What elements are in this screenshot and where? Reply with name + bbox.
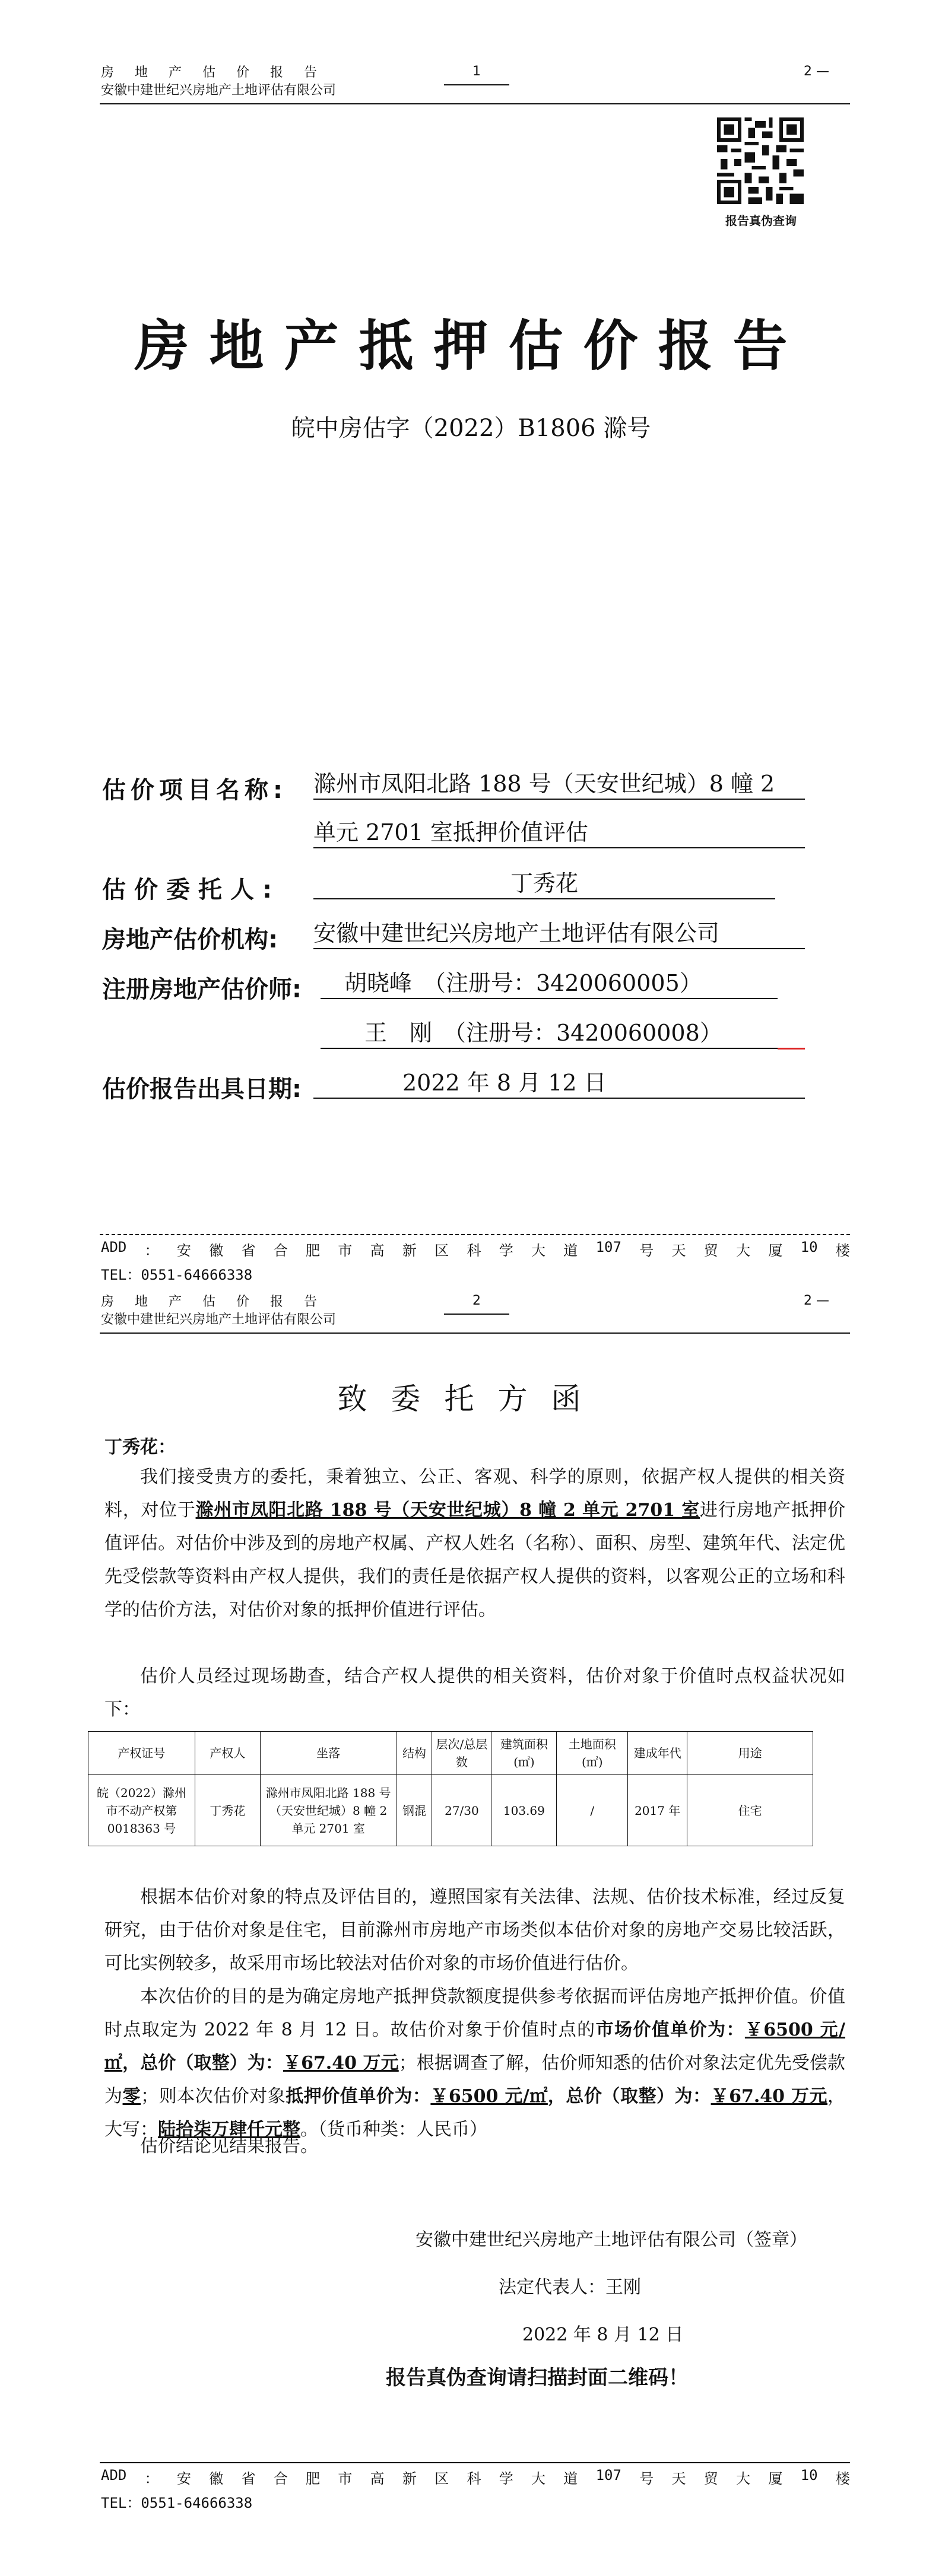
footer-tel: TEL：0551-64666338 (101, 2495, 253, 2511)
page1-footer (101, 1239, 850, 1284)
footer-address-part: 大 (531, 1242, 546, 1259)
footer-address-part: 天 (671, 2470, 686, 2487)
footer-address-part: 区 (434, 1242, 449, 1259)
p4-text: ；则本次估价对象 (141, 2086, 286, 2107)
table-cell: 103.69 (491, 1775, 557, 1846)
page-number-underline (444, 1314, 509, 1315)
header-company: 安徽中建世纪兴房地产土地评估有限公司 (101, 1312, 337, 1327)
p4-priority-amount: 零 (122, 2086, 141, 2107)
property-table (88, 1731, 813, 1846)
p4-text: ；根据调查了解，估价师知悉的估价对象法定优先受偿款为 (104, 2053, 846, 2107)
p4-total-label: ，总价（取整）为： (122, 2053, 283, 2073)
paragraph-2 (104, 1660, 845, 1726)
footer-address-part: 贸 (703, 1242, 718, 1259)
table-header-row (88, 1732, 813, 1775)
footer-address-part: 高 (370, 1242, 385, 1259)
page1-number: 1 (472, 64, 481, 79)
header-report-type: 房 地 产 估 价 报 告 (101, 1295, 325, 1309)
total-pages: 2 — (804, 64, 829, 79)
footer-address-part: 区 (434, 2470, 449, 2487)
p5-text: 估价结论见结果报告。 (140, 2136, 318, 2157)
issue-date-label: 估价报告出具日期: (102, 1076, 302, 1103)
footer-address-part: 市 (338, 1242, 353, 1259)
issue-date-value: 2022 年 8 月 12 日 (313, 1068, 805, 1099)
p1-address: 滁州市凤阳北路 188 号（天安世纪城）8 幢 2 单元 2701 室 (195, 1500, 700, 1521)
footer-address-part: ： (144, 1242, 159, 1259)
footer-address-part: 10 (800, 1239, 818, 1255)
client-label: 估价委托人: (102, 876, 280, 904)
table-cell: / (557, 1775, 628, 1846)
paragraph-4 (104, 1980, 845, 2146)
letter-title: 致委托方函 (337, 1382, 605, 1416)
footer-address-part: 合 (273, 2470, 288, 2487)
paragraph-5 (104, 2130, 845, 2163)
table-header: 层次/总层数 (432, 1732, 491, 1775)
appraiser-2: 王 刚 （注册号：3420060008） (321, 1018, 778, 1049)
footer-address-part: 贸 (703, 2470, 718, 2487)
salutation: 丁秀花： (104, 1437, 176, 1458)
page2-footer (101, 2467, 850, 2512)
legal-representative: 法定代表人：王刚 (499, 2277, 641, 2298)
footer-address (101, 2467, 850, 2488)
footer-address-part: 道 (563, 2470, 578, 2487)
signer: 安徽中建世纪兴房地产土地评估有限公司（签章） (416, 2230, 807, 2250)
paragraph-1 (104, 1461, 845, 1627)
footer-address-part: 徽 (209, 1242, 224, 1259)
footer-address-part: 楼 (835, 1242, 850, 1259)
p4-mortgage-unit-price: ￥6500 元/㎡ (430, 2086, 548, 2107)
footer-address-part: 科 (467, 2470, 481, 2487)
footer-address-part: 号 (639, 2470, 654, 2487)
footer-address-part: 合 (273, 1242, 288, 1259)
footer-address (101, 1239, 850, 1260)
page2-footer-rule (100, 2462, 850, 2463)
table-header: 建成年代 (628, 1732, 687, 1775)
p4-text: 本次估价的目的是为确定房地产抵押贷款额度提供参考依据而评估房地产抵押价值。价值时点取定为 2022 年 8 月 12 日。故估价对象于价值时点的 (104, 1986, 845, 2040)
table-cell: 皖（2022）滁州市不动产权第0018363 号 (88, 1775, 195, 1846)
footer-address-part: 厦 (768, 1242, 783, 1259)
project-name-value-1: 滁州市凤阳北路 188 号（天安世纪城）8 幢 2 (313, 769, 805, 800)
total-pages: 2 — (804, 1293, 829, 1308)
page-number-underline (444, 84, 509, 85)
page1-header (101, 64, 336, 100)
table-cell: 27/30 (432, 1775, 491, 1846)
p4-market-unit-price: ￥6500 元/㎡ (104, 2020, 846, 2073)
header-company: 安徽中建世纪兴房地产土地评估有限公司 (101, 83, 337, 98)
table-header: 产权人 (195, 1732, 260, 1775)
footer-address-part: 大 (736, 2470, 751, 2487)
letter-date: 2022 年 8 月 12 日 (522, 2324, 684, 2345)
p3-text: 根据本估价对象的特点及评估目的，遵照国家有关法律、法规、估价技术标准，经过反复研究，由于估价对象是住宅，目前滁州市房地产市场类似本估价对象的房地产交易比较活跃，可比实例较多，故采用市场比较法对估价对象的市场价值进行估价。 (104, 1887, 845, 1974)
p4-mortgage-unit-label: 抵押价值单价为： (286, 2086, 431, 2107)
footer-address-part: 107 (595, 1239, 621, 1255)
table-row (88, 1775, 813, 1846)
footer-address-part: 安 (176, 2470, 191, 2487)
p4-text: 。（货币种类：人民币） (300, 2119, 487, 2140)
footer-address-part: 新 (402, 2470, 417, 2487)
header-report-type: 房 地 产 估 价 报 告 (101, 65, 325, 80)
p4-market-unit-label: 市场价值单价为： (595, 2020, 745, 2040)
p4-market-total: ￥67.40 万元 (283, 2053, 399, 2073)
project-name-value-2: 单元 2701 室抵押价值评估 (313, 818, 805, 848)
table-header: 产权证号 (88, 1732, 195, 1775)
footer-tel: TEL：0551-64666338 (101, 1267, 253, 1283)
appraiser-label: 注册房地产估价师: (102, 976, 302, 1003)
footer-address-part: 安 (176, 1242, 191, 1259)
footer-address-part: 市 (338, 2470, 353, 2487)
footer-address-part: 天 (671, 1242, 686, 1259)
p4-mortgage-total: ￥67.40 万元 (711, 2086, 828, 2107)
table-cell: 钢混 (397, 1775, 432, 1846)
qr-caption: 报告真伪查询 (725, 214, 797, 228)
footer-address-part: 肥 (306, 2470, 321, 2487)
footer-address-part: 高 (370, 2470, 385, 2487)
header-rule (100, 103, 850, 104)
footer-address-part: 肥 (306, 1242, 321, 1259)
report-doc-number: 皖中房估字（2022）B1806 滁号 (291, 415, 651, 442)
page2-header (101, 1293, 336, 1329)
p1-text-c: 进行房地产抵押价值评估。对估价中涉及到的房地产权属、产权人姓名（名称）、面积、房型、建筑年代、法定优先受偿款等资料由产权人提供，我们的责任是依据产权人提供的资料，以客观公正的立场和科学的估价方法，对估价对象的抵押价值进行评估。 (104, 1500, 846, 1620)
agency-label: 房地产估价机构: (102, 926, 278, 953)
footer-address-part: 学 (499, 2470, 513, 2487)
p4-text: ，大写： (104, 2086, 846, 2140)
table-cell: 滁州市凤阳北路 188 号（天安世纪城）8 幢 2 单元 2701 室 (260, 1775, 397, 1846)
table-cell: 住宅 (687, 1775, 813, 1846)
verify-notice: 报告真伪查询请扫描封面二维码！ (386, 2366, 689, 2390)
table-header: 土地面积(㎡) (557, 1732, 628, 1775)
header-rule (100, 1332, 850, 1334)
report-title: 房地产抵押估价报告 (134, 314, 808, 378)
footer-address-part: 学 (499, 1242, 513, 1259)
table-header: 结构 (397, 1732, 432, 1775)
footer-address-part: 号 (639, 1242, 654, 1259)
p2-text: 估价人员经过现场勘查，结合产权人提供的相关资料，估价对象于价值时点权益状况如下： (104, 1666, 845, 1720)
table-header: 用途 (687, 1732, 813, 1775)
footer-address-part: ADD (101, 2467, 127, 2483)
appraiser-1: 胡晓峰 （注册号：3420060005） (321, 968, 778, 999)
project-name-label: 估价项目名称: (102, 777, 287, 804)
footer-address-part: 大 (531, 2470, 546, 2487)
footer-address-part: 10 (800, 2467, 818, 2483)
footer-address-part: 道 (563, 1242, 578, 1259)
page2-number: 2 (472, 1293, 481, 1308)
footer-address-part: 省 (241, 2470, 256, 2487)
footer-address-part: ADD (101, 1239, 127, 1255)
footer-address-part: 大 (736, 1242, 751, 1259)
red-mark (778, 1048, 805, 1050)
table-header: 坐落 (260, 1732, 397, 1775)
client-value: 丁秀花 (313, 869, 775, 899)
p4-amount-in-words: 陆拾柒万肆仟元整 (158, 2119, 300, 2140)
footer-address-part: 省 (241, 1242, 256, 1259)
qr-code-icon[interactable] (717, 117, 804, 204)
page1-footer-rule (100, 1234, 850, 1235)
footer-address-part: 楼 (835, 2470, 850, 2487)
paragraph-3 (104, 1881, 845, 1980)
footer-address-part: 厦 (768, 2470, 783, 2487)
table-header: 建筑面积(㎡) (491, 1732, 557, 1775)
footer-address-part: 新 (402, 1242, 417, 1259)
table-cell: 2017 年 (628, 1775, 687, 1846)
table-cell: 丁秀花 (195, 1775, 260, 1846)
p1-text-a: 我们接受贵方的委托，秉着独立、公正、客观、科学的原则，依据产权人提供的相关资料，对位于 (104, 1467, 845, 1521)
footer-address-part: 科 (467, 1242, 481, 1259)
footer-address-part: 徽 (209, 2470, 224, 2487)
footer-address-part: ： (144, 2470, 159, 2487)
p4-total-label: ，总价（取整）为： (547, 2086, 711, 2107)
footer-address-part: 107 (595, 2467, 621, 2483)
agency-value: 安徽中建世纪兴房地产土地评估有限公司 (313, 918, 805, 949)
